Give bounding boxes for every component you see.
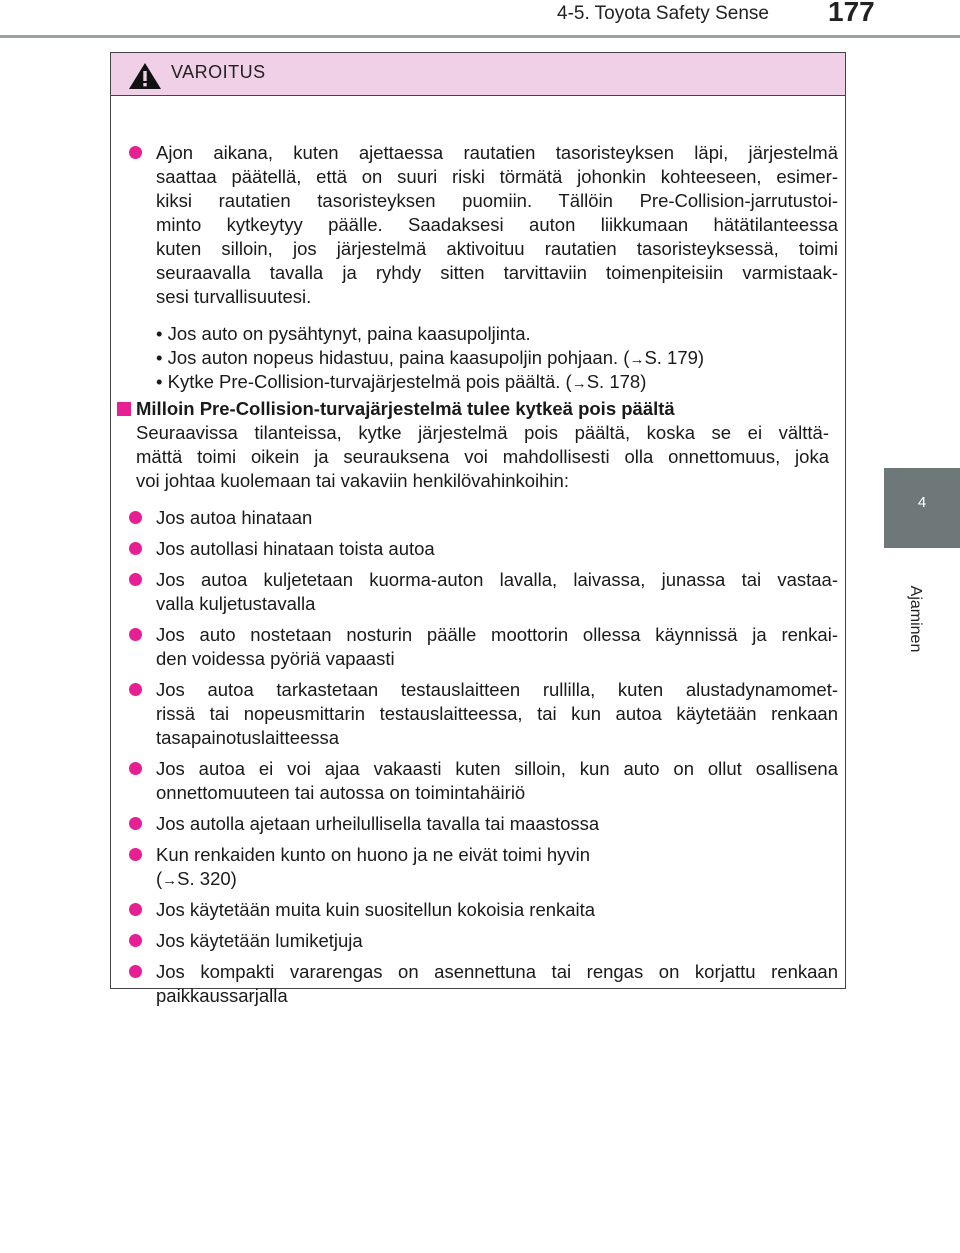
list-item: Jos auto nostetaan nosturin päälle moottorin ollessa käynnissä ja renkai- [156, 624, 838, 645]
list-item: Jos kompakti vararengas on asennettuna tai rengas on korjattu renkaan [156, 961, 838, 982]
bullet-icon [128, 625, 146, 643]
list-item: den voidessa pyöriä vapaasti [156, 648, 395, 669]
section-heading: Milloin Pre-Collision-turvajärjestelmä tulee kytkeä pois päältä [136, 398, 675, 419]
page-number: 177 [828, 0, 875, 27]
list-item: Jos käytetään lumiketjuja [156, 930, 363, 951]
warning-title: VAROITUS [171, 62, 266, 82]
intro-line: kuten silloin, jos järjestelmä aktivoituu rautatien tasoristeyksessä, toimi [156, 238, 838, 259]
section-intro-line: Seuraavissa tilanteissa, kytke järjestelmä pois päältä, koska se ei välttä- [136, 422, 829, 443]
bullet-icon [128, 759, 146, 777]
intro-line: saattaa päätellä, että on suuri riski törmätä johonkin kohteeseen, esimer- [156, 166, 838, 187]
intro-line: kiksi rautatien tasoristeyksen puomiin. Tällöin Pre-Collision-jarrutustoi- [156, 190, 838, 211]
chapter-label [905, 585, 924, 653]
header-rule [0, 35, 960, 38]
bullet-icon [128, 143, 146, 161]
list-item: valla kuljetustavalla [156, 593, 316, 614]
bullet-icon [128, 845, 146, 863]
warning-header [111, 53, 845, 96]
section-title: 4-5. Toyota Safety Sense [557, 3, 769, 24]
bullet-icon [128, 900, 146, 918]
bullet-icon [128, 962, 146, 980]
list-item: Jos käytetään muita kuin suositellun kokoisia renkaita [156, 899, 596, 920]
bullet-icon [128, 539, 146, 557]
bullet-icon [128, 814, 146, 832]
list-item: Kun renkaiden kunto on huono ja ne eivät toimi hyvin [156, 844, 591, 865]
chapter-label-text: Ajaminen [907, 585, 924, 653]
list-item: tasapainotuslaitteessa [156, 727, 340, 748]
warning-box [110, 52, 846, 1006]
list-item: Jos autoa ei voi ajaa vakaasti kuten silloin, kun auto on ollut osallisena [156, 758, 838, 779]
bullet-icon [128, 680, 146, 698]
arrow-right-icon: → [162, 872, 178, 889]
intro-line: minto kytkeytyy päälle. Saadaksesi auton liikkumaan hätätilanteessa [156, 214, 838, 235]
sub-item: • Jos auton nopeus hidastuu, paina kaasupoljin pohjaan. (→S. 179) [156, 347, 705, 368]
section-intro-line: voi johtaa kuolemaan tai vakaviin henkilövahinkoihin: [136, 470, 569, 491]
list-item: Jos autoa tarkastetaan testauslaitteen rullilla, kuten alustadynamomet- [156, 679, 838, 700]
chapter-tab [884, 468, 960, 548]
intro-line: seuraavalla tavalla ja ryhdy sitten tarvittaviin toimenpiteisiin varmistaak- [156, 262, 838, 283]
intro-line: sesi turvallisuutesi. [156, 286, 312, 307]
list-item: Jos autolla ajetaan urheilullisella tavalla tai maastossa [156, 813, 600, 834]
list-item: rissä tai nopeusmittarin testauslaitteessa, tai kun autoa käytetään renkaan [156, 703, 838, 724]
list-item: (→S. 320) [156, 868, 237, 889]
list-item: onnettomuuteen tai autossa on toimintahäiriö [156, 782, 526, 803]
square-bullet-icon [117, 402, 131, 416]
section-intro-line: mättä toimi oikein ja seurauksena voi mahdollisesti olla onnettomuus, joka [136, 446, 829, 467]
sub-item: • Jos auto on pysähtynyt, paina kaasupoljinta. [156, 323, 531, 344]
chapter-number: 4 [917, 494, 927, 511]
bullet-icon [128, 931, 146, 949]
arrow-right-icon: → [571, 375, 587, 392]
arrow-right-icon: → [629, 351, 645, 368]
list-item: Jos autoa kuljetetaan kuorma-auton lavalla, laivassa, junassa tai vastaa- [156, 569, 838, 590]
list-item: paikkaussarjalla [156, 985, 288, 1006]
bullet-icon [128, 570, 146, 588]
page-header [0, 0, 960, 40]
list-item: Jos autollasi hinataan toista autoa [156, 538, 435, 559]
intro-line: Ajon aikana, kuten ajettaessa rautatien tasoristeyksen läpi, järjestelmä [156, 142, 838, 163]
warning-triangle-icon [127, 61, 163, 91]
list-item: Jos autoa hinataan [156, 507, 313, 528]
sub-item: • Kytke Pre-Collision-turvajärjestelmä pois päältä. (→S. 178) [156, 371, 647, 392]
bullet-icon [128, 508, 146, 526]
